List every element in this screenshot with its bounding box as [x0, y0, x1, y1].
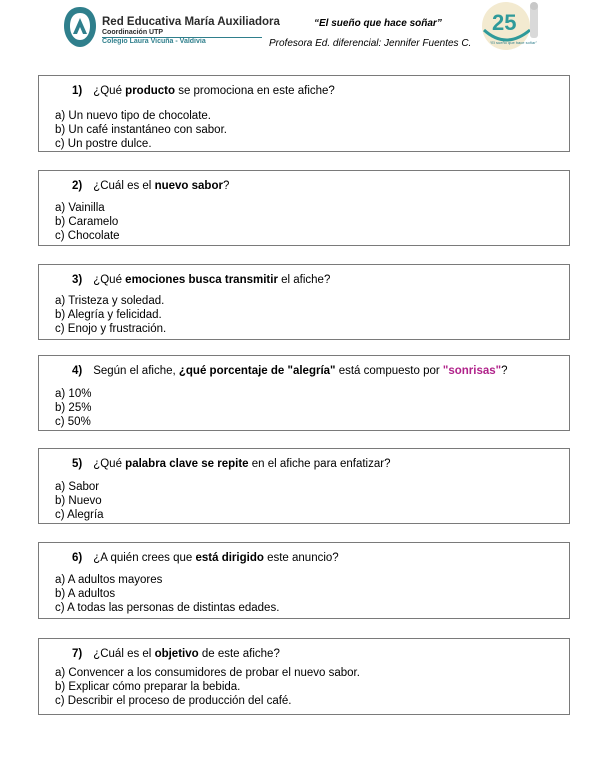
option-a: a) Vainilla	[55, 202, 105, 214]
page-header	[0, 0, 600, 62]
org-name: Red Educativa María Auxiliadora	[102, 16, 280, 28]
badge-number: 25	[492, 10, 517, 35]
question-3-options	[55, 295, 166, 336]
question-7-title: 7) ¿Cuál es el objetivo de este afiche?	[72, 648, 280, 660]
option-a: a) Tristeza y soledad.	[55, 295, 165, 307]
question-1-box	[38, 75, 570, 152]
question-2-options	[55, 202, 120, 243]
option-c: c) A todas las personas de distintas edades.	[55, 601, 280, 614]
option-a: a) 10%	[55, 388, 92, 400]
option-b: b) Explicar cómo preparar la bebida.	[55, 680, 241, 693]
question-4-box	[38, 355, 570, 431]
option-c: c) Describir el proceso de producción del café.	[55, 694, 292, 707]
option-a: a) Convencer a los consumidores de probar el nuevo sabor.	[55, 667, 360, 679]
badge-caption: “El sueño que hace soñar”	[490, 40, 537, 45]
option-a: a) A adultos mayores	[55, 574, 163, 586]
question-3-title: 3) ¿Qué emociones busca transmitir el afiche?	[72, 274, 331, 286]
question-6-title: 6) ¿A quién crees que está dirigido este anuncio?	[72, 552, 339, 564]
question-4-options	[55, 388, 91, 429]
option-a: a) Un nuevo tipo de chocolate.	[55, 110, 211, 122]
option-c: c) Alegría	[55, 508, 104, 521]
option-b: b) 25%	[55, 401, 92, 414]
question-5-box	[38, 448, 570, 524]
question-6-options	[55, 574, 279, 615]
option-c: c) Enojo y frustración.	[55, 322, 167, 335]
option-b: b) Un café instantáneo con sabor.	[55, 123, 227, 136]
teacher-name: Profesora Ed. diferencial: Jennifer Fuentes C.	[269, 38, 472, 49]
motto: “El sueño que hace soñar”	[314, 18, 442, 29]
option-c: c) Chocolate	[55, 229, 120, 242]
question-2-box	[38, 170, 570, 246]
question-1-options	[55, 110, 227, 151]
option-b: b) Alegría y felicidad.	[55, 308, 162, 321]
question-2-title: 2) ¿Cuál es el nuevo sabor?	[72, 180, 230, 192]
option-b: b) Caramelo	[55, 215, 119, 228]
option-c: c) 50%	[55, 415, 91, 428]
question-7-box	[38, 638, 570, 715]
question-5-title: 5) ¿Qué palabra clave se repite en el afiche para enfatizar?	[72, 458, 391, 470]
school-logo-icon	[62, 4, 98, 50]
org-college: Colegio Laura Vicuña - Valdivia	[102, 38, 206, 45]
org-subtitle: Coordinación UTP	[102, 29, 164, 36]
anniversary-badge-icon	[476, 0, 544, 56]
option-b: b) Nuevo	[55, 494, 102, 507]
question-7-options	[55, 667, 360, 708]
question-1-title: 1) ¿Qué producto se promociona en este afiche?	[72, 85, 335, 97]
question-5-options	[55, 481, 104, 522]
question-4-title: 4) Según el afiche, ¿qué porcentaje de "alegría" está compuesto por "sonrisas"?	[72, 365, 508, 377]
question-6-box	[38, 542, 570, 619]
option-c: c) Un postre dulce.	[55, 137, 152, 150]
option-b: b) A adultos	[55, 587, 116, 600]
option-a: a) Sabor	[55, 481, 100, 493]
question-3-box	[38, 264, 570, 340]
